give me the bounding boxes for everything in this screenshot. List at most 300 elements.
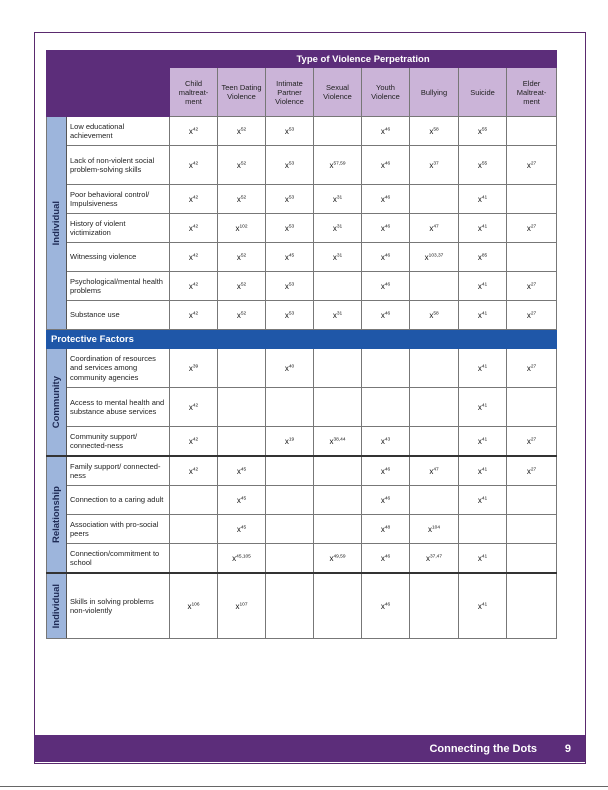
- matrix-cell: [266, 301, 314, 330]
- check-mark: x: [380, 553, 385, 563]
- reference-number: 53: [288, 126, 295, 132]
- reference-number: 42: [192, 402, 199, 408]
- matrix-cell: [362, 544, 410, 574]
- check-mark: x: [188, 402, 193, 412]
- matrix-cell: [459, 185, 507, 214]
- reference-number: 37,47: [429, 553, 442, 559]
- column-header: Sexual Violence: [314, 68, 362, 117]
- matrix-cell: [507, 301, 557, 330]
- matrix-cell: [410, 486, 459, 515]
- matrix-cell: [218, 486, 266, 515]
- matrix-cell: [218, 573, 266, 639]
- reference-number: 41: [481, 281, 488, 287]
- group-label: Relationship: [51, 485, 62, 543]
- reference-number: 52: [240, 281, 247, 287]
- matrix-cell: [218, 388, 266, 427]
- check-mark: x: [188, 223, 193, 233]
- check-mark: x: [188, 252, 193, 262]
- matrix-cell: [507, 146, 557, 185]
- matrix-cell: [170, 272, 218, 301]
- matrix-cell: [507, 388, 557, 427]
- matrix-cell: [459, 388, 507, 427]
- column-header: Intimate Partner Violence: [266, 68, 314, 117]
- protective-factors-row: [47, 330, 557, 349]
- table-row: [47, 486, 557, 515]
- check-mark: x: [427, 524, 432, 534]
- matrix-cell: [507, 573, 557, 639]
- matrix-cell: [170, 573, 218, 639]
- reference-number: 41: [481, 436, 488, 442]
- reference-number: 107: [239, 601, 248, 607]
- check-mark: x: [284, 160, 289, 170]
- matrix-cell: [459, 427, 507, 457]
- table-row: [47, 427, 557, 457]
- table-row: [47, 117, 557, 146]
- reference-number: 58: [433, 126, 439, 132]
- matrix-cell: [314, 486, 362, 515]
- check-mark: x: [188, 126, 193, 136]
- matrix-cell: [362, 272, 410, 301]
- reference-number: 27: [530, 281, 537, 287]
- matrix-cell: [459, 301, 507, 330]
- factor-label: Connection/commitment to school: [67, 544, 170, 574]
- check-mark: x: [236, 252, 241, 262]
- group-label: Community: [51, 375, 62, 429]
- matrix-cell: [362, 146, 410, 185]
- matrix-cell: [314, 388, 362, 427]
- check-mark: x: [429, 126, 434, 136]
- column-header: Bullying: [410, 68, 459, 117]
- check-mark: x: [284, 436, 289, 446]
- matrix-cell: [266, 349, 314, 388]
- reference-number: 46: [384, 466, 391, 472]
- matrix-cell: [266, 214, 314, 243]
- column-header: Suicide: [459, 68, 507, 117]
- reference-number: 52: [240, 160, 247, 166]
- check-mark: x: [380, 495, 385, 505]
- matrix-cell: [218, 301, 266, 330]
- check-mark: x: [429, 310, 434, 320]
- table-row: [47, 214, 557, 243]
- matrix-cell: [170, 544, 218, 574]
- matrix-cell: [170, 214, 218, 243]
- reference-number: 42: [192, 194, 199, 200]
- check-mark: x: [380, 281, 385, 291]
- matrix-cell: [410, 573, 459, 639]
- check-mark: x: [284, 363, 289, 373]
- reference-number: 42: [192, 252, 199, 258]
- check-mark: x: [284, 281, 289, 291]
- check-mark: x: [329, 436, 334, 446]
- matrix-cell: [459, 272, 507, 301]
- group-label: Individual: [51, 583, 62, 629]
- reference-number: 27: [530, 436, 537, 442]
- table-row: [47, 515, 557, 544]
- reference-number: 47: [433, 223, 439, 229]
- matrix-cell: [218, 272, 266, 301]
- check-mark: x: [332, 252, 337, 262]
- matrix-cell: [362, 301, 410, 330]
- table-row: [47, 388, 557, 427]
- reference-number: 27: [530, 466, 537, 472]
- check-mark: x: [477, 223, 482, 233]
- matrix-cell: [362, 349, 410, 388]
- reference-number: 55: [481, 160, 488, 166]
- check-mark: x: [425, 553, 430, 563]
- matrix-cell: [410, 117, 459, 146]
- check-mark: x: [235, 601, 240, 611]
- matrix-cell: [459, 544, 507, 574]
- matrix-cell: [170, 146, 218, 185]
- factor-label: Witnessing violence: [67, 243, 170, 272]
- reference-number: 45: [240, 524, 247, 530]
- check-mark: x: [477, 126, 482, 136]
- reference-number: 31: [336, 252, 343, 258]
- group-side-cell: [47, 456, 67, 573]
- column-header: Child maltreat- ment: [170, 68, 218, 117]
- matrix-cell: [314, 349, 362, 388]
- factor-label: History of violent victimization: [67, 214, 170, 243]
- matrix-cell: [410, 214, 459, 243]
- matrix-cell: [170, 301, 218, 330]
- matrix-cell: [459, 349, 507, 388]
- check-mark: x: [329, 160, 334, 170]
- reference-number: 37: [433, 160, 439, 166]
- header-corner: [47, 51, 170, 117]
- matrix-cell: [266, 515, 314, 544]
- check-mark: x: [329, 553, 334, 563]
- protective-factors-label: Protective Factors: [47, 330, 557, 349]
- matrix-cell: [362, 456, 410, 486]
- reference-number: 27: [530, 160, 537, 166]
- reference-number: 27: [530, 363, 537, 369]
- matrix-cell: [266, 146, 314, 185]
- reference-number: 52: [240, 126, 247, 132]
- reference-number: 42: [192, 160, 199, 166]
- reference-number: 46: [384, 126, 391, 132]
- table-row: [47, 243, 557, 272]
- table-row: [47, 544, 557, 574]
- reference-number: 31: [336, 194, 343, 200]
- reference-number: 41: [481, 194, 488, 200]
- group-side-cell: [47, 117, 67, 330]
- reference-number: 46: [384, 601, 391, 607]
- check-mark: x: [429, 223, 434, 233]
- matrix-cell: [410, 272, 459, 301]
- check-mark: x: [477, 436, 482, 446]
- check-mark: x: [284, 223, 289, 233]
- reference-number: 42: [192, 466, 199, 472]
- matrix-cell: [459, 146, 507, 185]
- reference-number: 53: [288, 223, 295, 229]
- reference-number: 46: [384, 310, 391, 316]
- matrix-cell: [266, 486, 314, 515]
- check-mark: x: [429, 160, 434, 170]
- reference-number: 31: [336, 223, 343, 229]
- column-header: Youth Violence: [362, 68, 410, 117]
- check-mark: x: [477, 281, 482, 291]
- reference-number: 41: [481, 601, 488, 607]
- group-side-cell: [47, 349, 67, 457]
- matrix-cell: [170, 349, 218, 388]
- matrix-cell: [266, 272, 314, 301]
- table-row: [47, 146, 557, 185]
- reference-number: 42: [192, 126, 199, 132]
- reference-number: 49,59: [333, 553, 346, 559]
- reference-number: 45: [288, 252, 295, 258]
- check-mark: x: [380, 436, 385, 446]
- table-row: [47, 456, 557, 486]
- check-mark: x: [380, 160, 385, 170]
- matrix-cell: [507, 486, 557, 515]
- matrix-cell: [314, 456, 362, 486]
- check-mark: x: [332, 194, 337, 204]
- matrix-cell: [218, 456, 266, 486]
- factor-label: Low educational achievement: [67, 117, 170, 146]
- matrix-cell: [459, 117, 507, 146]
- check-mark: x: [477, 160, 482, 170]
- matrix-cell: [218, 243, 266, 272]
- matrix-cell: [507, 185, 557, 214]
- matrix-cell: [362, 486, 410, 515]
- matrix-cell: [459, 573, 507, 639]
- matrix-cell: [218, 117, 266, 146]
- check-mark: x: [380, 194, 385, 204]
- matrix-cell: [170, 117, 218, 146]
- matrix-cell: [314, 272, 362, 301]
- reference-number: 27: [530, 223, 537, 229]
- matrix-cell: [362, 243, 410, 272]
- matrix-cell: [218, 544, 266, 574]
- matrix-cell: [314, 117, 362, 146]
- matrix-cell: [266, 427, 314, 457]
- matrix-cell: [459, 243, 507, 272]
- matrix-cell: [170, 456, 218, 486]
- matrix-cell: [170, 388, 218, 427]
- check-mark: x: [477, 194, 482, 204]
- reference-number: 43: [384, 436, 391, 442]
- check-mark: x: [380, 524, 385, 534]
- matrix-cell: [266, 185, 314, 214]
- matrix-cell: [218, 349, 266, 388]
- reference-number: 104: [431, 524, 440, 530]
- factor-label: Skills in solving problems non-violently: [67, 573, 170, 639]
- factor-label: Family support/ connected-ness: [67, 456, 170, 486]
- matrix-cell: [362, 185, 410, 214]
- matrix-cell: [362, 388, 410, 427]
- check-mark: x: [332, 223, 337, 233]
- check-mark: x: [477, 553, 482, 563]
- check-mark: x: [187, 601, 192, 611]
- reference-number: 46: [384, 160, 391, 166]
- reference-number: 46: [384, 194, 391, 200]
- column-header: Teen Dating Violence: [218, 68, 266, 117]
- check-mark: x: [477, 402, 482, 412]
- table-row: [47, 301, 557, 330]
- check-mark: x: [526, 160, 531, 170]
- check-mark: x: [284, 194, 289, 204]
- check-mark: x: [188, 310, 193, 320]
- check-mark: x: [380, 126, 385, 136]
- column-header: Elder Maltreat- ment: [507, 68, 557, 117]
- matrix-cell: [314, 214, 362, 243]
- reference-number: 58: [433, 310, 439, 316]
- matrix-cell: [459, 214, 507, 243]
- reference-number: 45,105: [236, 553, 251, 559]
- reference-number: 41: [481, 363, 488, 369]
- matrix-cell: [410, 349, 459, 388]
- factor-label: Poor behavioral control/ Impulsiveness: [67, 185, 170, 214]
- check-mark: x: [526, 281, 531, 291]
- check-mark: x: [332, 310, 337, 320]
- group-side-cell: [47, 573, 67, 639]
- matrix-cell: [218, 185, 266, 214]
- matrix-cell: [266, 456, 314, 486]
- reference-number: 42: [192, 436, 199, 442]
- reference-number: 103,37: [428, 252, 444, 258]
- check-mark: x: [380, 466, 385, 476]
- matrix-cell: [459, 486, 507, 515]
- reference-number: 106: [191, 601, 200, 607]
- matrix-cell: [507, 272, 557, 301]
- check-mark: x: [526, 223, 531, 233]
- matrix-cell: [507, 349, 557, 388]
- check-mark: x: [188, 194, 193, 204]
- reference-number: 46: [384, 252, 391, 258]
- reference-number: 57,59: [333, 160, 346, 166]
- matrix-cell: [410, 456, 459, 486]
- reference-number: 41: [481, 553, 488, 559]
- check-mark: x: [424, 252, 429, 262]
- reference-number: 53: [288, 160, 295, 166]
- matrix-cell: [507, 515, 557, 544]
- matrix-body: [47, 117, 557, 639]
- reference-number: 46: [384, 495, 391, 501]
- check-mark: x: [477, 252, 482, 262]
- check-mark: x: [526, 310, 531, 320]
- reference-number: 53: [288, 310, 295, 316]
- matrix-cell: [362, 117, 410, 146]
- check-mark: x: [236, 495, 241, 505]
- reference-number: 46: [384, 553, 391, 559]
- matrix-cell: [170, 486, 218, 515]
- check-mark: x: [477, 310, 482, 320]
- reference-number: 46: [384, 223, 391, 229]
- footer-title: Connecting the Dots: [429, 743, 537, 755]
- reference-number: 41: [481, 466, 488, 472]
- matrix-cell: [410, 243, 459, 272]
- matrix-cell: [314, 544, 362, 574]
- check-mark: x: [188, 281, 193, 291]
- check-mark: x: [477, 495, 482, 505]
- type-of-violence-banner: Type of Violence Perpetration: [170, 51, 557, 68]
- matrix-cell: [170, 427, 218, 457]
- matrix-cell: [314, 427, 362, 457]
- matrix-cell: [507, 214, 557, 243]
- check-mark: x: [477, 601, 482, 611]
- matrix-cell: [218, 515, 266, 544]
- reference-number: 40: [288, 363, 295, 369]
- matrix-cell: [218, 214, 266, 243]
- check-mark: x: [477, 466, 482, 476]
- reference-number: 38,44: [333, 436, 346, 442]
- reference-number: 53: [288, 194, 295, 200]
- factor-label: Substance use: [67, 301, 170, 330]
- check-mark: x: [188, 466, 193, 476]
- matrix-cell: [362, 427, 410, 457]
- matrix-cell: [507, 243, 557, 272]
- matrix-cell: [410, 185, 459, 214]
- check-mark: x: [236, 160, 241, 170]
- table-row: [47, 185, 557, 214]
- factor-label: Lack of non-violent social problem-solving skills: [67, 146, 170, 185]
- matrix-cell: [410, 388, 459, 427]
- factor-label: Psychological/mental health problems: [67, 272, 170, 301]
- factor-label: Association with pro-social peers: [67, 515, 170, 544]
- matrix-cell: [507, 427, 557, 457]
- reference-number: 52: [240, 310, 247, 316]
- matrix-cell: [170, 515, 218, 544]
- factor-label: Connection to a caring adult: [67, 486, 170, 515]
- matrix-cell: [218, 146, 266, 185]
- matrix-cell: [410, 301, 459, 330]
- check-mark: x: [526, 466, 531, 476]
- matrix-cell: [410, 544, 459, 574]
- check-mark: x: [380, 601, 385, 611]
- matrix-cell: [410, 146, 459, 185]
- reference-number: 41: [481, 310, 488, 316]
- check-mark: x: [232, 553, 237, 563]
- reference-number: 41: [481, 223, 488, 229]
- page-footer: [34, 735, 585, 762]
- matrix-cell: [362, 515, 410, 544]
- bottom-rule: [0, 786, 608, 787]
- matrix-cell: [459, 515, 507, 544]
- reference-number: 52: [240, 194, 247, 200]
- matrix-cell: [266, 573, 314, 639]
- check-mark: x: [188, 160, 193, 170]
- matrix-cell: [170, 243, 218, 272]
- matrix-cell: [314, 185, 362, 214]
- reference-number: 42: [192, 310, 199, 316]
- reference-number: 52: [240, 252, 247, 258]
- reference-number: 19: [288, 436, 295, 442]
- table-row: [47, 272, 557, 301]
- matrix-cell: [314, 243, 362, 272]
- matrix-cell: [170, 185, 218, 214]
- check-mark: x: [526, 363, 531, 373]
- matrix-cell: [362, 214, 410, 243]
- group-label: Individual: [51, 200, 62, 246]
- violence-factor-matrix: [46, 50, 557, 639]
- matrix-cell: [314, 515, 362, 544]
- matrix-cell: [507, 117, 557, 146]
- check-mark: x: [236, 281, 241, 291]
- matrix-cell: [314, 146, 362, 185]
- table-row: [47, 349, 557, 388]
- matrix-cell: [459, 456, 507, 486]
- matrix-cell: [266, 388, 314, 427]
- matrix-cell: [314, 573, 362, 639]
- check-mark: x: [284, 310, 289, 320]
- matrix-cell: [507, 544, 557, 574]
- reference-number: 45: [240, 466, 247, 472]
- check-mark: x: [477, 363, 482, 373]
- matrix-cell: [266, 117, 314, 146]
- check-mark: x: [236, 466, 241, 476]
- reference-number: 102: [239, 223, 248, 229]
- check-mark: x: [236, 194, 241, 204]
